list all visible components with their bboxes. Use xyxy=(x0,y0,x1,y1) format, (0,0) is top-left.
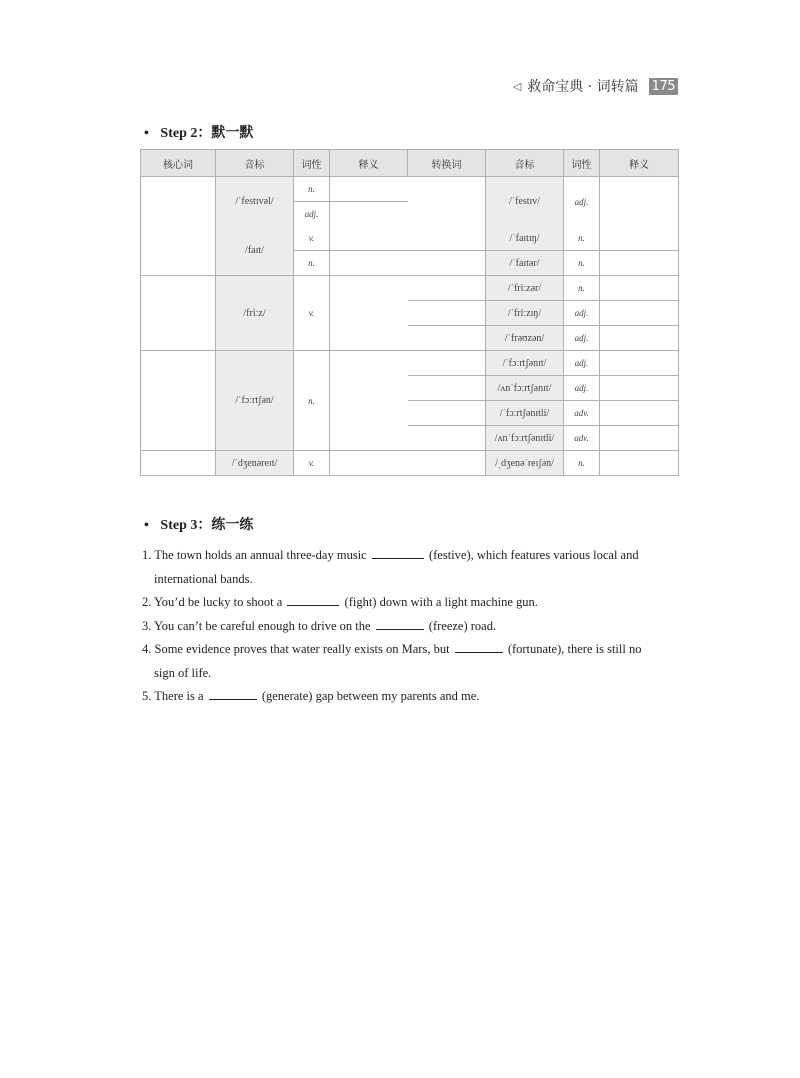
pos-cell: n. xyxy=(294,351,330,451)
phonetic-cell: /ˈfɔːrtʃənɪtli/ xyxy=(486,401,564,426)
header-pos-2: 词性 xyxy=(564,150,600,177)
answer-blank[interactable] xyxy=(372,546,424,559)
derived-word-blank xyxy=(408,351,486,376)
exercise-text: international bands. xyxy=(154,571,253,586)
exercise-item xyxy=(142,685,680,709)
derived-word-blank xyxy=(408,426,486,451)
exercise-text: (fight) down with a light machine gun. xyxy=(344,595,538,609)
meaning-blank xyxy=(600,301,679,326)
phonetic-cell: /ˌdʒenəˈreɪʃən/ xyxy=(486,451,564,476)
pos-cell: adj. xyxy=(564,351,600,376)
pos-cell: n. xyxy=(564,451,600,476)
exercise-item-continued xyxy=(142,662,680,686)
pos-cell: adv. xyxy=(564,401,600,426)
derived-word-blank xyxy=(408,376,486,401)
core-word-blank xyxy=(141,276,216,351)
phonetic-cell: /ˈfaɪtər/ xyxy=(486,251,564,276)
phonetic-cell: /ˈfestɪv/ xyxy=(486,177,564,227)
pos-cell: adj. xyxy=(564,177,600,227)
triangle-left-icon: ◁ xyxy=(512,79,522,93)
meaning-blank xyxy=(600,177,679,251)
meaning-blank xyxy=(330,251,486,276)
exercise-text: 5. There is a xyxy=(142,689,204,703)
exercise-text: (freeze) road. xyxy=(428,618,497,633)
header-phonetic-2: 音标 xyxy=(486,150,564,177)
phonetic-cell: /ˈfestɪvəl/ xyxy=(216,177,294,227)
exercise-item xyxy=(142,638,680,662)
phonetic-cell: /ˈfriːzɪŋ/ xyxy=(486,301,564,326)
exercise-text: 2. You’d be lucky to shoot a xyxy=(142,595,283,609)
exercise-text: 1. The town holds an annual three-day music xyxy=(142,548,367,562)
page-header xyxy=(513,76,678,96)
exercise-item xyxy=(142,544,680,568)
core-word-blank xyxy=(141,451,216,476)
pos-cell: adj. xyxy=(564,301,600,326)
pos-cell: n. xyxy=(564,226,600,251)
header-meaning-2: 释义 xyxy=(600,150,679,177)
phonetic-cell: /ˈdʒenəreɪt/ xyxy=(216,451,294,476)
step2-title: Step 2：默一默 xyxy=(160,126,254,141)
core-word-blank xyxy=(141,351,216,451)
derived-word-blank xyxy=(408,177,486,251)
meaning-blank xyxy=(330,177,408,202)
phonetic-cell: /ʌnˈfɔːrtʃənɪtli/ xyxy=(486,426,564,451)
exercise-text: (festive), which features various local and xyxy=(428,548,639,562)
step2-heading xyxy=(144,122,253,142)
pos-cell: v. xyxy=(294,226,330,251)
pos-cell: adj. xyxy=(294,202,330,227)
exercise-text: sign of life. xyxy=(154,665,212,680)
answer-blank[interactable] xyxy=(455,640,503,653)
answer-blank[interactable] xyxy=(376,617,424,630)
phonetic-cell: /friːz/ xyxy=(216,276,294,351)
pos-cell: adj. xyxy=(564,326,600,351)
bullet: • xyxy=(144,126,149,141)
pos-cell: adj. xyxy=(564,376,600,401)
meaning-blank xyxy=(600,251,679,276)
derived-word-blank xyxy=(408,401,486,426)
core-word-blank xyxy=(141,177,216,276)
phonetic-cell: /ˈfɔːrtʃənɪt/ xyxy=(486,351,564,376)
header-derived-word: 转换词 xyxy=(408,150,486,177)
table-row xyxy=(141,276,679,301)
pos-cell: n. xyxy=(294,251,330,276)
bullet: • xyxy=(144,518,149,533)
meaning-blank xyxy=(600,426,679,451)
meaning-blank xyxy=(600,451,679,476)
pos-cell: v. xyxy=(294,451,330,476)
exercise-item-continued xyxy=(142,568,680,592)
phonetic-cell: /ˈfaɪtɪŋ/ xyxy=(486,226,564,251)
header-pos: 词性 xyxy=(294,150,330,177)
table-row xyxy=(141,177,679,202)
exercise-text: (generate) gap between my parents and me. xyxy=(261,689,480,703)
header-phonetic: 音标 xyxy=(216,150,294,177)
meaning-blank xyxy=(330,202,408,251)
phonetic-cell: /ˈfriːzər/ xyxy=(486,276,564,301)
pos-cell: n. xyxy=(564,251,600,276)
table-header-row xyxy=(141,150,679,177)
derived-word-blank xyxy=(408,276,486,301)
answer-blank[interactable] xyxy=(287,593,339,606)
phonetic-cell: /faɪt/ xyxy=(216,226,294,276)
derived-word-blank xyxy=(408,301,486,326)
vocabulary-table xyxy=(140,149,679,476)
table-row xyxy=(141,351,679,376)
exercise-text: (fortunate), there is still no xyxy=(507,642,642,656)
meaning-blank xyxy=(600,351,679,376)
exercise-list xyxy=(142,544,680,709)
exercise-text: 4. Some evidence proves that water really exists on Mars, but xyxy=(142,642,450,656)
header-core-word: 核心词 xyxy=(141,150,216,177)
phonetic-cell: /ˈfɔːrtʃən/ xyxy=(216,351,294,451)
meaning-blank xyxy=(600,401,679,426)
derived-word-blank xyxy=(408,326,486,351)
exercise-text: 3. You can’t be careful enough to drive on the xyxy=(142,618,371,633)
meaning-blank xyxy=(600,326,679,351)
header-title: 救命宝典 · 词转篇 xyxy=(527,79,639,95)
meaning-blank xyxy=(600,276,679,301)
answer-blank[interactable] xyxy=(209,687,257,700)
meaning-blank xyxy=(330,276,408,351)
table-row xyxy=(141,451,679,476)
page-number: 175 xyxy=(649,78,678,95)
meaning-blank xyxy=(330,351,408,451)
meaning-blank xyxy=(600,376,679,401)
phonetic-cell: /ʌnˈfɔːrtʃənɪt/ xyxy=(486,376,564,401)
step3-heading xyxy=(144,514,253,534)
pos-cell: v. xyxy=(294,276,330,351)
exercise-item xyxy=(142,591,680,615)
header-meaning: 释义 xyxy=(330,150,408,177)
meaning-blank xyxy=(330,451,486,476)
pos-cell: n. xyxy=(294,177,330,202)
phonetic-cell: /ˈfrəʊzən/ xyxy=(486,326,564,351)
exercise-item xyxy=(142,615,680,639)
step3-title: Step 3：练一练 xyxy=(160,518,254,533)
pos-cell: adv. xyxy=(564,426,600,451)
pos-cell: n. xyxy=(564,276,600,301)
